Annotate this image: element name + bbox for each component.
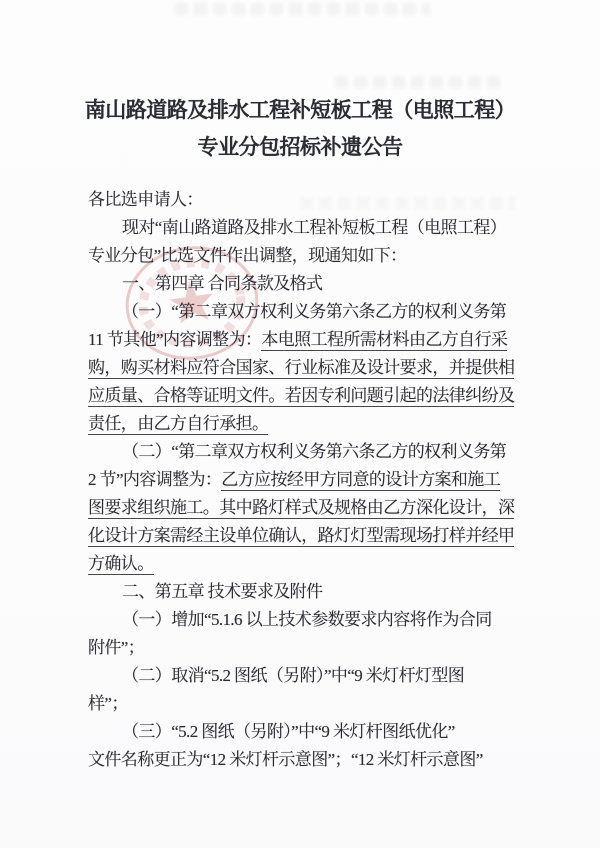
document-body xyxy=(88,186,518,774)
text-line xyxy=(88,382,518,410)
text-line xyxy=(88,270,518,298)
text-line xyxy=(88,718,518,746)
text-line xyxy=(88,354,518,382)
text-line xyxy=(88,438,518,466)
text-segment: （二）取消“5.2 图纸（另附）”中“9 米灯杆灯型图 xyxy=(122,666,465,685)
text-line xyxy=(88,522,518,550)
text-segment: 附件”； xyxy=(88,638,145,657)
text-segment: （三）“5.2 图纸（另附）”中“9 米灯杆图纸优化” xyxy=(122,722,455,741)
text-line xyxy=(88,606,518,634)
underlined-text: 方确认。 xyxy=(88,554,154,573)
underlined-text: 应质量、合格等证明文件。若因专利问题引起的法律纠纷及 xyxy=(88,386,515,405)
text-line xyxy=(88,550,518,578)
text-line xyxy=(88,634,518,662)
title-line: 南山路道路及排水工程补短板工程（电照工程） xyxy=(84,99,516,122)
text-segment: 现对“南山路道路及排水工程补短板工程（电照工程） xyxy=(122,218,507,237)
underlined-text: 乙方应按经甲方同意的设计方案和施工 xyxy=(221,470,501,489)
text-segment: 样”； xyxy=(88,694,128,713)
text-segment: 二、第五章 技术要求及附件 xyxy=(122,582,323,601)
text-segment: （一）增加“5.1.6 以上技术参数要求内容将作为合同 xyxy=(122,610,492,629)
text-line xyxy=(88,410,518,438)
document-title xyxy=(0,92,600,166)
text-segment: 专业分包”比选文件作出调整，现通知如下： xyxy=(88,246,407,265)
text-line xyxy=(88,466,518,494)
text-segment: （二）“第二章双方权利义务第六条乙方的权利义务第 xyxy=(122,442,507,461)
text-segment: 11 节其他”内容调整为： xyxy=(88,330,262,349)
underlined-text: 本电照工程所需材料由乙方自行采 xyxy=(261,330,508,349)
text-line xyxy=(88,326,518,354)
text-line xyxy=(88,242,518,270)
text-line xyxy=(88,690,518,718)
bleedthrough-smudge xyxy=(175,3,430,15)
bleedthrough-smudge xyxy=(335,76,500,88)
underlined-text: 购，购买材料应符合国家、行业标准及设计要求，并提供相 xyxy=(88,358,515,377)
text-segment: 2 节”内容调整为： xyxy=(88,470,222,489)
text-line xyxy=(88,578,518,606)
text-line xyxy=(88,298,518,326)
text-segment: 一、第四章 合同条款及格式 xyxy=(122,274,323,293)
text-line xyxy=(88,662,518,690)
text-line xyxy=(88,186,518,214)
underlined-text: 图要求组织施工。其中路灯样式及规格由乙方深化设计，深 xyxy=(88,498,515,517)
title-line: 专业分包招标补遗公告 xyxy=(197,136,403,159)
text-segment: 文件名称更正为“12 米灯杆示意图”；“12 米灯杆示意图” xyxy=(88,750,483,769)
underlined-text: 责任，由乙方自行承担。 xyxy=(88,414,269,433)
text-line xyxy=(88,214,518,242)
text-line xyxy=(88,746,518,774)
text-line xyxy=(88,494,518,522)
underlined-text: 化设计方案需经主设单位确认，路灯灯型需现场打样并经甲 xyxy=(88,526,515,545)
text-segment: 各比选申请人： xyxy=(88,190,203,209)
text-segment: （一）“第二章双方权利义务第六条乙方的权利义务第 xyxy=(122,302,507,321)
